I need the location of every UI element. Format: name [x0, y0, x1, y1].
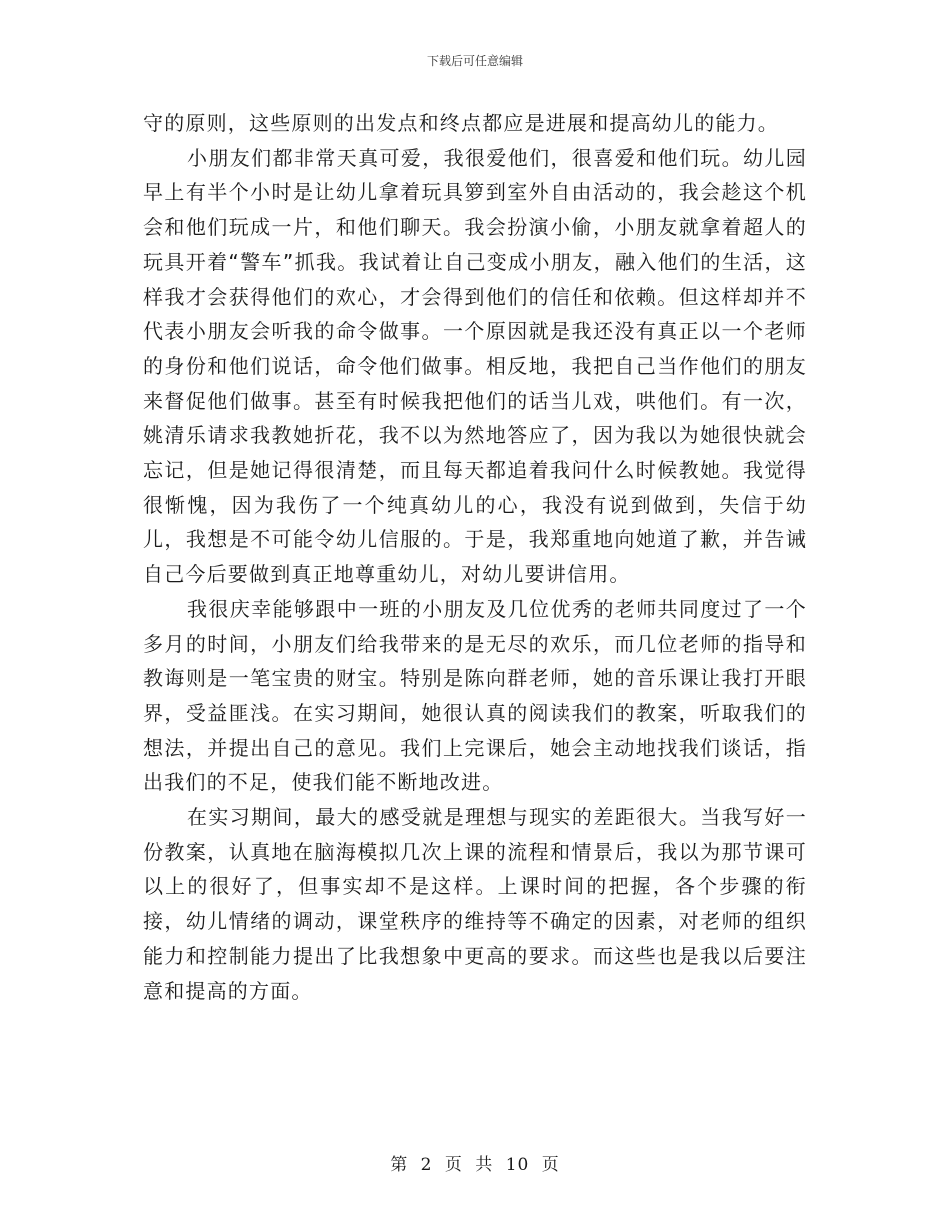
paragraph-2: 小朋友们都非常天真可爱，我很爱他们，很喜爱和他们玩。幼儿园早上有半个小时是让幼儿拿着玩具箩到室外自由活动的，我会趁这个机会和他们玩成一片，和他们聊天。我会扮演小偷，小朋友就拿着超人的玩具开着“警车”抓我。我试着让自己变成小朋友，融入他们的生活，这样我才会获得他们的欢心，才会得到他们的信任和依赖。但这样却并不代表小朋友会听我的命令做事。一个原因就是我还没有真正以一个老师的身份和他们说话，命令他们做事。相反地，我把自己当作他们的朋友来督促他们做事。甚至有时候我把他们的话当儿戏，哄他们。有一次，姚清乐请求我教她折花，我不以为然地答应了，因为我以为她很快就会忘记，但是她记得很清楚，而且每天都追着我问什么时候教她。我觉得很惭愧，因为我伤了一个纯真幼儿的心，我没有说到做到，失信于幼儿，我想是不可能令幼儿信服的。于是，我郑重地向她道了歉，并告诫自己今后要做到真正地尊重幼儿，对幼儿要讲信用。	[143, 145, 807, 587]
document-body	[143, 106, 807, 1008]
page-header: 下载后可任意编辑	[426, 54, 523, 68]
paragraph-4: 在实习期间，最大的感受就是理想与现实的差距很大。当我写好一份教案，认真地在脑海模拟几次上课的流程和情景后，我以为那节课可以上的很好了，但事实却不是这样。上课时间的把握，各个步骤的衔接，幼儿情绪的调动，课堂秩序的维持等不确定的因素，对老师的组织能力和控制能力提出了比我想象中更高的要求。而这些也是我以后要注意和提高的方面。	[143, 805, 807, 1003]
page-number-footer: 第 2 页 共 10 页	[390, 1155, 560, 1175]
paragraph-3: 我很庆幸能够跟中一班的小朋友及几位优秀的老师共同度过了一个多月的时间，小朋友们给我带来的是无尽的欢乐，而几位老师的指导和教诲则是一笔宝贵的财宝。特别是陈向群老师，她的音乐课让我打开眼界，受益匪浅。在实习期间，她很认真的阅读我们的教案，听取我们的想法，并提出自己的意见。我们上完课后，她会主动地找我们谈话，指出我们的不足，使我们能不断地改进。	[143, 596, 807, 795]
paragraph-1: 守的原则，这些原则的出发点和终点都应是进展和提高幼儿的能力。	[143, 111, 779, 135]
